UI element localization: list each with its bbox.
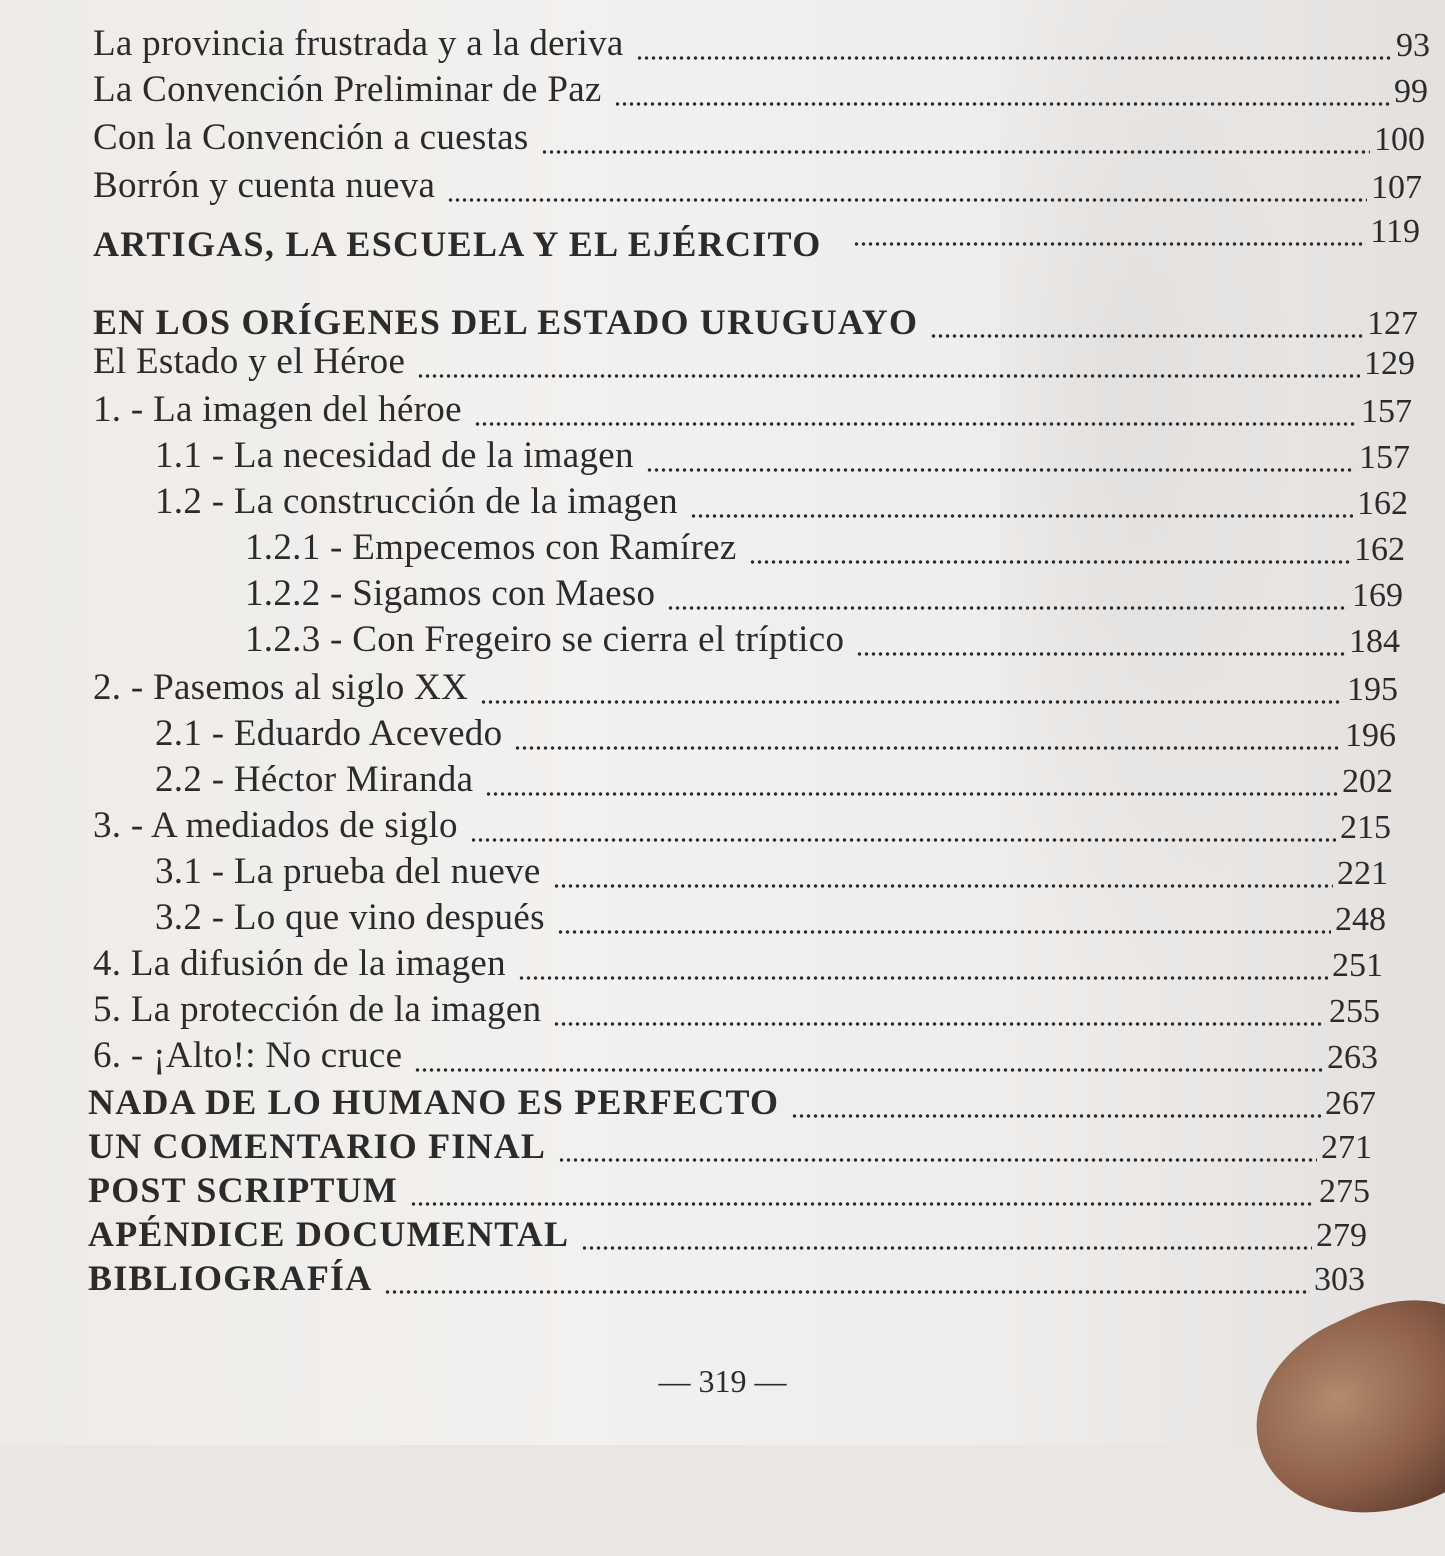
toc-entry-title: 4. La difusión de la imagen xyxy=(93,943,506,984)
toc-entry xyxy=(93,68,1428,116)
toc-entry-title: El Estado y el Héroe xyxy=(93,341,406,382)
leader-dots xyxy=(791,1113,1321,1119)
toc-entry xyxy=(155,712,1396,760)
toc-entry-page: 100 xyxy=(1374,121,1425,158)
leader-dots xyxy=(553,883,1333,889)
leader-dots xyxy=(410,1201,1315,1207)
page-number: — 319 — xyxy=(658,1363,787,1399)
toc-entry-title: 1.2.2 - Sigamos con Maeso xyxy=(245,573,656,614)
leader-dots xyxy=(930,333,1363,339)
leader-dots xyxy=(485,791,1338,797)
toc-entry-title: 5. La protección de la imagen xyxy=(93,989,542,1030)
toc-entry-title: EN LOS ORÍGENES DEL ESTADO URUGUAYO xyxy=(93,302,919,342)
toc-entry xyxy=(93,388,1412,436)
toc-entry-page: 221 xyxy=(1337,855,1388,892)
leader-dots xyxy=(414,1067,1323,1073)
toc-entry-title: Borrón y cuenta nueva xyxy=(93,165,436,206)
toc-entry xyxy=(155,480,1408,528)
toc-heading-artigas: ARTIGAS, LA ESCUELA Y EL EJÉRCITO xyxy=(93,224,822,264)
leader-dots xyxy=(667,605,1348,611)
toc-entry xyxy=(93,208,1420,256)
toc-entry-page: 157 xyxy=(1359,439,1410,476)
toc-entry xyxy=(93,804,1391,852)
toc-entry-title: La provincia frustrada y a la deriva xyxy=(93,23,624,64)
toc-entry-page: 162 xyxy=(1354,531,1405,568)
toc-entry-page: 162 xyxy=(1357,485,1408,522)
toc-entry-title: 3.2 - Lo que vino después xyxy=(155,897,545,938)
leader-dots xyxy=(558,1157,1317,1163)
toc-entry-page: 279 xyxy=(1316,1217,1367,1254)
toc-entry-title: 3. - A mediados de siglo xyxy=(93,805,458,846)
toc-entry xyxy=(93,666,1398,714)
toc-entry-title: 1.1 - La necesidad de la imagen xyxy=(155,435,634,476)
toc-entry-page: 263 xyxy=(1327,1039,1378,1076)
toc-entry xyxy=(245,572,1403,620)
leader-dots xyxy=(690,513,1353,519)
toc-entry xyxy=(93,164,1422,212)
toc-entry xyxy=(245,526,1405,574)
toc-entry-title: POST SCRIPTUM xyxy=(88,1170,398,1210)
toc-entry xyxy=(245,618,1400,666)
toc-entry-page: 99 xyxy=(1394,73,1428,110)
leader-dots xyxy=(474,421,1357,427)
toc-entry-page: 202 xyxy=(1342,763,1393,800)
toc-entry-title: UN COMENTARIO FINAL xyxy=(88,1126,547,1166)
leader-dots xyxy=(480,699,1343,705)
leader-dots xyxy=(636,55,1392,61)
toc-entry-page: 267 xyxy=(1325,1085,1376,1122)
toc-entry xyxy=(155,758,1393,806)
leader-dots xyxy=(614,101,1390,107)
leader-dots xyxy=(557,929,1331,935)
toc-entry xyxy=(155,896,1386,944)
toc-entry-title: 1.2.1 - Empecemos con Ramírez xyxy=(245,527,737,568)
toc-entry-title: 1. - La imagen del héroe xyxy=(93,389,462,430)
leader-dots xyxy=(384,1289,1310,1295)
toc-entry-title: 6. - ¡Alto!: No cruce xyxy=(93,1035,403,1076)
toc-entry-title: La Convención Preliminar de Paz xyxy=(93,69,602,110)
leader-dots xyxy=(417,373,1360,379)
toc-entry xyxy=(88,1124,1372,1172)
toc-entry-title: 2.1 - Eduardo Acevedo xyxy=(155,713,503,754)
leader-dots xyxy=(749,559,1350,565)
toc-entry xyxy=(93,116,1425,164)
toc-entry-title: BIBLIOGRAFÍA xyxy=(88,1258,373,1298)
toc-entry xyxy=(88,1080,1376,1128)
toc-entry-page: 251 xyxy=(1332,947,1383,984)
toc-entry-page: 195 xyxy=(1347,671,1398,708)
toc-entry-page: 248 xyxy=(1335,901,1386,938)
leader-dots xyxy=(447,197,1367,203)
toc-entry-title: 1.2 - La construcción de la imagen xyxy=(155,481,678,522)
toc-entry-title: NADA DE LO HUMANO ES PERFECTO xyxy=(88,1082,780,1122)
leader-dots xyxy=(553,1021,1325,1027)
leader-dots xyxy=(856,651,1345,657)
leader-dots xyxy=(470,837,1336,843)
toc-entry xyxy=(155,434,1410,482)
toc-entry-page: 215 xyxy=(1340,809,1391,846)
toc-entry-page: 127 xyxy=(1367,305,1418,342)
toc-entry-page: 129 xyxy=(1364,345,1415,382)
toc-entry-page: 157 xyxy=(1361,393,1412,430)
toc-entry-page: 119 xyxy=(1370,213,1420,250)
toc-entry-page: 275 xyxy=(1319,1173,1370,1210)
leader-dots xyxy=(541,149,1370,155)
toc-entry xyxy=(93,22,1430,70)
leader-dots xyxy=(518,975,1328,981)
toc-entry-page: 303 xyxy=(1314,1261,1365,1298)
toc-entry xyxy=(93,340,1415,388)
toc-entry xyxy=(93,988,1380,1036)
toc-entry-page: 271 xyxy=(1321,1129,1372,1166)
leader-dots xyxy=(853,241,1366,247)
toc-entry-title: 2. - Pasemos al siglo XX xyxy=(93,667,469,708)
toc-entry-title: Con la Convención a cuestas xyxy=(93,117,529,158)
leader-dots xyxy=(646,467,1355,473)
toc-entry-page: 184 xyxy=(1349,623,1400,660)
toc-entry xyxy=(93,1034,1378,1082)
toc-entry xyxy=(88,1212,1367,1260)
toc-entry-page: 196 xyxy=(1345,717,1396,754)
toc-entry-page: 93 xyxy=(1396,27,1430,64)
toc-entry-title: APÉNDICE DOCUMENTAL xyxy=(88,1214,570,1254)
leader-dots xyxy=(581,1245,1312,1251)
toc-entry-page: 255 xyxy=(1329,993,1380,1030)
toc-entry-page: 169 xyxy=(1352,577,1403,614)
toc-entry-title: 1.2.3 - Con Fregeiro se cierra el tríptico xyxy=(245,619,845,660)
toc-entry xyxy=(93,942,1383,990)
toc-entry-page: 107 xyxy=(1371,169,1422,206)
toc-entry-title: 3.1 - La prueba del nueve xyxy=(155,851,541,892)
leader-dots xyxy=(514,745,1341,751)
toc-entry xyxy=(88,1256,1365,1304)
toc-entry xyxy=(88,1168,1370,1216)
toc-entry-title: 2.2 - Héctor Miranda xyxy=(155,759,474,800)
toc-entry xyxy=(155,850,1388,898)
